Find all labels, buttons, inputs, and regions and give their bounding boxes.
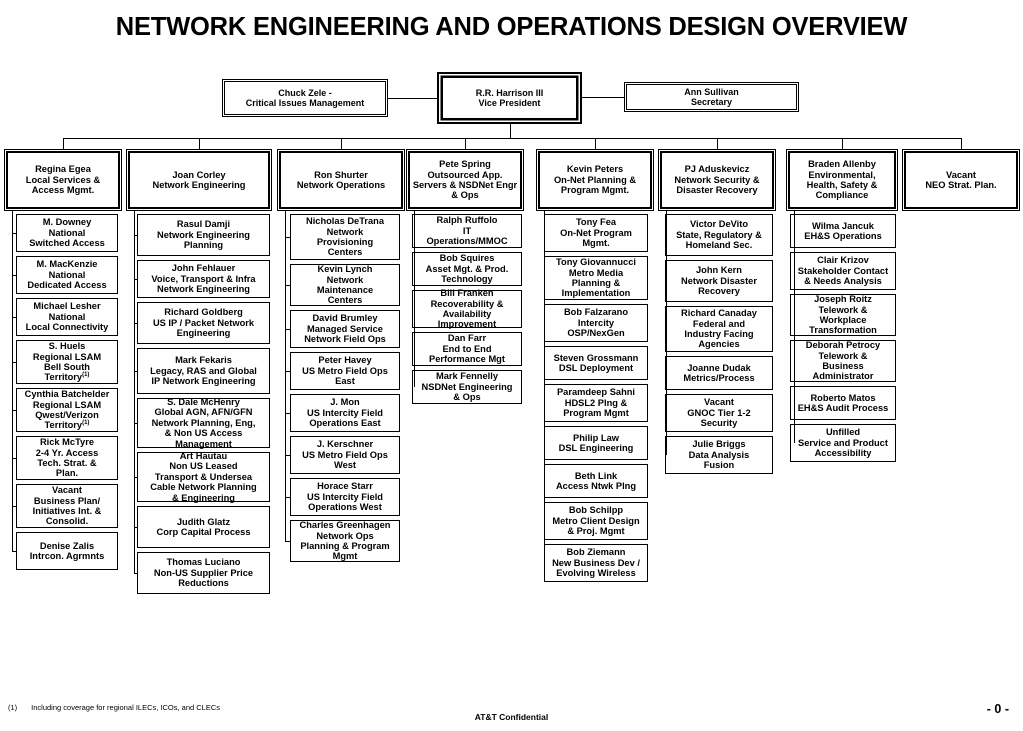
report-box-5-4-text: Vacant GNOC Tier 1-2 Security [687,397,751,429]
department-head-box-1[interactable] [126,149,272,211]
report-box-1-5[interactable] [137,452,270,502]
connector-spine-1 [134,211,135,573]
connector-spine-0 [12,211,13,551]
confidentiality-notice: AT&T Confidential [474,712,549,722]
connector-spine-5 [666,211,667,455]
connector-bus-drop-2 [341,138,342,149]
department-head-box-2[interactable] [277,149,405,211]
report-box-5-0-text: Victor DeVito State, Regulatory & Homeland Sec. [676,219,762,251]
department-head-box-4-text: Kevin Peters On-Net Planning & Program Mgmt. [553,164,637,196]
department-head-box-7-text: Vacant NEO Strat. Plan. [925,169,997,190]
connector-bus-drop-6 [842,138,843,149]
report-box-3-2[interactable] [412,290,522,328]
exec-center-text: R.R. Harrison III Vice President [475,87,544,108]
report-box-5-3-text: Joanne Dudak Metrics/Process [683,362,755,383]
department-head-box-0[interactable] [4,149,122,211]
report-box-2-7-text: Charles Greenhagen Network Ops Planning & Program Mgmt [299,520,391,562]
report-box-5-0[interactable] [665,214,773,256]
connector-stub-2-2 [285,329,290,330]
report-box-0-2-text: Michael Lesher National Local Connectivity [25,301,109,333]
connector-bus-drop-7 [961,138,962,149]
report-box-1-4-text: S. Dale McHenry Global AGN, AFN/GFN Network Planning, Eng, & Non US Access Management [151,396,256,449]
report-box-0-0-text: M. Downey National Switched Access [29,217,105,249]
connector-stub-2-3 [285,371,290,372]
report-box-4-4-text: Paramdeep Sahni HDSL2 Plng & Program Mgmt [556,387,636,419]
report-box-4-6[interactable] [544,464,648,498]
report-box-2-5-text: J. Kerschner US Metro Field Ops West [302,439,388,471]
exec-right-text: Ann Sullivan Secretary [684,86,739,107]
report-box-0-4[interactable] [16,388,118,432]
report-box-2-2[interactable] [290,310,400,348]
page-number: - 0 - [986,702,1009,716]
report-box-1-2-text: Richard Goldberg US IP / Packet Network Engineering [152,307,255,339]
connector-stub-2-4 [285,413,290,414]
department-head-box-3[interactable] [406,149,524,211]
report-box-5-5[interactable] [665,436,773,474]
connector-stub-0-5 [12,458,16,459]
connector-stub-0-3 [12,362,16,363]
connector-stub-1-1 [134,279,137,280]
report-box-2-3-text: Peter Havey US Metro Field Ops East [302,355,388,387]
report-box-4-7-text: Bob Schilpp Metro Client Design & Proj. Mgmt [552,505,640,537]
report-box-1-7[interactable] [137,552,270,594]
connector-stub-2-7 [285,541,290,542]
connector-stub-0-0 [12,233,16,234]
report-box-0-1-text: M. MacKenzie National Dedicated Access [27,259,107,291]
department-head-box-3-text: Pete Spring Outsourced App. Servers & NSDNet Engr & Ops [412,159,518,201]
connector-stub-2-1 [285,285,290,286]
report-box-2-1-text: Kevin Lynch Network Maintenance Centers [316,264,374,306]
report-box-6-1-text: Clair Krizov Stakeholder Contact & Needs Analysis [797,255,889,287]
report-box-5-2[interactable] [665,306,773,352]
report-box-4-2[interactable] [544,304,648,342]
report-box-3-3[interactable] [412,332,522,366]
connector-spine-4 [544,211,545,563]
report-box-4-3-text: Steven Grossmann DSL Deployment [553,352,639,373]
report-box-5-1-text: John Kern Network Disaster Recovery [681,265,757,297]
connector-stub-0-6 [12,506,16,507]
report-box-0-2[interactable] [16,298,118,336]
report-box-2-0-text: Nicholas DeTrana Network Provisioning Centers [305,216,385,258]
report-box-0-0[interactable] [16,214,118,252]
exec-box-secretary[interactable] [624,82,799,112]
connector-stub-0-2 [12,317,16,318]
exec-left-text: Chuck Zele - Critical Issues Management [245,87,365,108]
department-head-box-2-text: Ron Shurter Network Operations [296,169,386,190]
department-head-box-5[interactable] [658,149,776,211]
connector-spine-2 [285,211,286,541]
connector-stub-2-0 [285,237,290,238]
department-head-box-7[interactable] [902,149,1020,211]
report-box-0-3[interactable] [16,340,118,384]
report-box-3-1[interactable] [412,252,522,286]
report-box-2-5[interactable] [290,436,400,474]
exec-box-chuck-zele[interactable] [222,79,388,117]
report-box-2-6[interactable] [290,478,400,516]
report-box-6-5-text: Unfilled Service and Product Accessibility [798,427,888,459]
connector-stub-1-4 [134,423,137,424]
department-head-box-1-text: Joan Corley Network Engineering [152,169,246,190]
report-box-4-0-text: Tony Fea On-Net Program Mgmt. [560,217,632,249]
report-box-6-3-text: Deborah Petrocy Telework & Business Administrator [805,340,881,382]
report-box-1-7-text: Thomas Luciano Non-US Supplier Price Reductions [153,557,254,589]
report-box-4-1-text: Tony Giovannucci Metro Media Planning & Implementation [556,257,636,299]
report-box-4-5-text: Philip Law DSL Engineering [558,432,634,453]
report-box-3-4-text: Mark Fennelly NSDNet Engineering & Ops [421,371,513,403]
report-box-3-4[interactable] [412,370,522,404]
report-box-2-0[interactable] [290,214,400,260]
report-box-1-3-text: Mark Fekaris Legacy, RAS and Global IP Network Engineering [150,355,257,387]
connector-stub-1-3 [134,371,137,372]
department-head-box-5-text: PJ Aduskevicz Network Security & Disaster Recovery [674,164,760,196]
connector-stub-0-4 [12,410,16,411]
report-box-2-7[interactable] [290,520,400,562]
connector-stub-2-5 [285,455,290,456]
connector-stub-1-6 [134,527,137,528]
connector-stub-1-0 [134,235,137,236]
report-box-4-8[interactable] [544,544,648,582]
report-box-1-5-text: Art Hautau Non US Leased Transport & Undersea Cable Network Planning & Engineering [150,450,257,503]
connector-bus-drop-4 [595,138,596,149]
connector-stub-2-6 [285,497,290,498]
report-box-0-6-text: Vacant Business Plan/ Initiatives Int. & Consolid. [32,485,102,527]
connector-bus-drop-1 [199,138,200,149]
footnote-marker: (1) [8,703,18,712]
connector-zele-vp [388,98,437,99]
connector-vp-trunk [510,124,511,138]
connector-spine-6 [794,211,795,443]
report-box-4-4[interactable] [544,384,648,422]
report-box-6-0-text: Wilma Jancuk EH&S Operations [804,220,882,241]
report-box-6-2-text: Joseph Roitz Telework & Workplace Transformation [809,294,877,336]
report-box-4-8-text: Bob Ziemann New Business Dev / Evolving Wireless [552,547,640,579]
report-box-2-4[interactable] [290,394,400,432]
report-box-6-0[interactable] [790,214,896,248]
report-box-1-1[interactable] [137,260,270,298]
report-box-0-7-text: Denise Zalis Intrcon. Agrmnts [29,540,105,561]
report-box-6-1[interactable] [790,252,896,290]
report-box-3-3-text: Dan Farr End to End Performance Mgt [429,333,505,365]
report-box-2-3[interactable] [290,352,400,390]
connector-stub-1-2 [134,323,137,324]
report-box-6-3[interactable] [790,340,896,382]
report-box-1-1-text: John Fehlauer Voice, Transport & Infra Network Engineering [151,263,256,295]
report-box-0-1[interactable] [16,256,118,294]
connector-stub-1-5 [134,477,137,478]
report-box-4-6-text: Beth Link Access Ntwk Plng [555,470,637,491]
page-title: NETWORK ENGINEERING AND OPERATIONS DESIGN OVERVIEW [115,13,908,41]
report-box-1-3[interactable] [137,348,270,394]
report-box-4-0[interactable] [544,214,648,252]
report-box-6-4[interactable] [790,386,896,420]
connector-spine-3 [414,211,415,387]
report-box-4-7[interactable] [544,502,648,540]
footnote-text: Including coverage for regional ILECs, ICOs, and CLECs [31,703,221,712]
report-box-1-6[interactable] [137,506,270,548]
report-box-4-2-text: Bob Falzarano Intercity OSP/NexGen [563,307,629,339]
report-box-6-2[interactable] [790,294,896,336]
connector-vp-secretary [582,97,624,98]
report-box-2-6-text: Horace Starr US Intercity Field Operations West [307,481,383,513]
report-box-1-2[interactable] [137,302,270,344]
department-head-box-4[interactable] [536,149,654,211]
connector-bus-drop-5 [717,138,718,149]
report-box-1-6-text: Judith Glatz Corp Capital Process [156,516,251,537]
report-box-1-0[interactable] [137,214,270,256]
connector-stub-0-7 [12,551,16,552]
report-box-1-0-text: Rasul Damji Network Engineering Planning [157,219,250,251]
report-box-5-3[interactable] [665,356,773,390]
connector-stub-0-1 [12,275,16,276]
report-box-4-5[interactable] [544,426,648,460]
report-box-0-5[interactable] [16,436,118,480]
report-box-0-4-text: Cynthia Batchelder Regional LSAM Qwest/Verizon Territory$^{(1)}$ [24,389,110,431]
exec-box-vice-president[interactable] [437,72,582,124]
department-head-box-0-text: Regina Egea Local Services & Access Mgmt. [25,164,101,196]
report-box-4-3[interactable] [544,346,648,380]
report-box-4-1[interactable] [544,256,648,300]
connector-department-bus [63,138,961,139]
report-box-3-0[interactable] [412,214,522,248]
report-box-3-1-text: Bob Squires Asset Mgt. & Prod. Technology [425,253,509,285]
report-box-0-5-text: Rick McTyre 2-4 Yr. Access Tech. Strat. & Plan. [35,437,99,479]
report-box-3-0-text: Ralph Ruffolo IT Operations/MMOC [426,215,508,247]
connector-stub-1-7 [134,573,137,574]
connector-bus-drop-3 [465,138,466,149]
report-box-0-6[interactable] [16,484,118,528]
report-box-5-4[interactable] [665,394,773,432]
report-box-0-7[interactable] [16,532,118,570]
report-box-0-3-text: S. Huels Regional LSAM Bell South Territory$^{(1)}$ [32,341,102,383]
report-box-3-2-text: Bill Franken Recoverability & Availability Improvement [430,288,504,330]
report-box-6-5[interactable] [790,424,896,462]
department-head-box-6[interactable] [786,149,898,211]
connector-bus-drop-0 [63,138,64,149]
report-box-2-1[interactable] [290,264,400,306]
report-box-6-4-text: Roberto Matos EH&S Audit Process [797,392,889,413]
department-head-box-6-text: Braden Allenby Environmental, Health, Safety & Compliance [806,159,878,201]
report-box-5-2-text: Richard Canaday Federal and Industry Facing Agencies [681,308,757,350]
report-box-5-5-text: Julie Briggs Data Analysis Fusion [688,439,750,471]
report-box-2-2-text: David Brumley Managed Service Network Field Ops [304,313,386,345]
report-box-5-1[interactable] [665,260,773,302]
footnote [8,703,220,712]
report-box-2-4-text: J. Mon US Intercity Field Operations East [307,397,383,429]
report-box-1-4[interactable] [137,398,270,448]
